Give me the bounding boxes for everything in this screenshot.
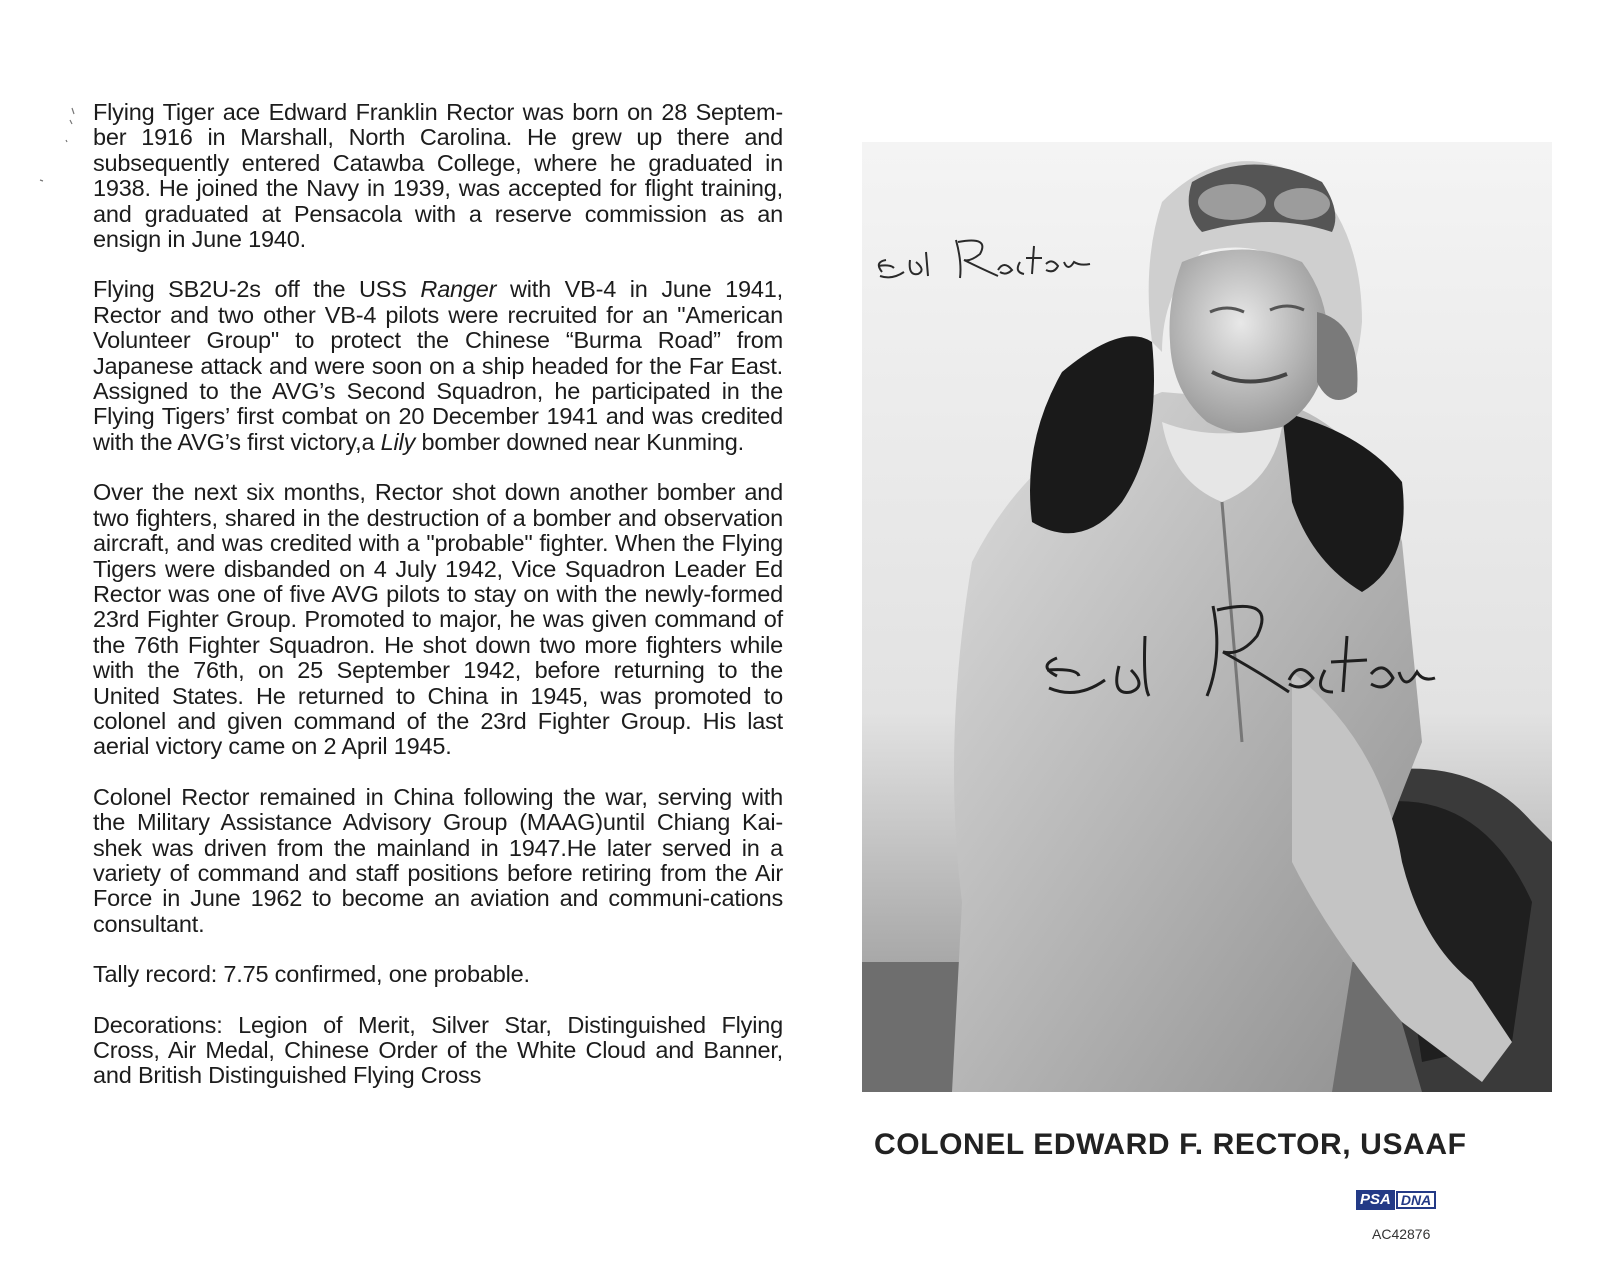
biography-text bbox=[93, 100, 783, 1114]
ship-name: Ranger bbox=[420, 276, 497, 303]
psa-logo-text: PSA bbox=[1356, 1190, 1395, 1210]
bio-paragraph-4: Colonel Rector remained in China following the war, serving with the Military Assistance Advisory Group (MAAG)until Chiang Kai-shek was driven from the mainland in 1947.He later served in a variety of command and staff positions before retiring from the Air Force in June 1962 to become an aviation and communi-cations consultant. bbox=[93, 783, 783, 937]
bio-paragraph-3: Over the next six months, Rector shot down another bomber and two fighters, shared in the destruction of a bomber and observation aircraft, and was credited with a "probable" fighter. When the Flying Tigers were disbanded on 4 July 1942, Vice Squadron Leader Ed Rector was one of five AVG pilots to stay on with the newly-formed 23rd Fighter Group. Promoted to major, he was given command of the 76th Fighter Squadron. He shot down two more fighters while with the 76th, on 25 September 1942, before returning to the United States. He returned to China in 1945, was promoted to colonel and given command of the 23rd Fighter Group. His last aerial victory came on 2 April 1945. bbox=[93, 479, 783, 760]
plane-name: Lily bbox=[380, 428, 416, 455]
dna-logo-text: DNA bbox=[1396, 1191, 1436, 1209]
paper-specks bbox=[0, 0, 100, 220]
signature-top bbox=[870, 232, 1100, 292]
certification-number: AC42876 bbox=[1372, 1226, 1431, 1242]
tally-record: Tally record: 7.75 confirmed, one probable. bbox=[93, 961, 530, 988]
signature-main bbox=[1027, 596, 1437, 726]
decorations: Decorations: Legion of Merit, Silver Star, Distinguished Flying Cross, Air Medal, Chinese Order of the White Cloud and Banner, and British Distinguished Flying Cross bbox=[93, 1011, 783, 1089]
bio-paragraph-1: Flying Tiger ace Edward Franklin Rector was born on 28 Septem-ber 1916 in Marshall, North Carolina. He grew up there and subsequently entered Catawba College, where he graduated in 1938. He joined the Navy in 1939, was accepted for flight training, and graduated at Pensacola with a reserve commission as an ensign in June 1940. bbox=[93, 99, 783, 253]
photo-caption: COLONEL EDWARD F. RECTOR, USAAF bbox=[874, 1128, 1467, 1161]
psa-dna-logo bbox=[1356, 1190, 1436, 1210]
bio-paragraph-2: Flying SB2U-2s off the USS Ranger with VB-4 in June 1941, Rector and two other VB-4 pilots were recruited for an "American Volunteer Group" to protect the Chinese “Burma Road” from Japanese attack and were soon on a ship headed for the Far East. Assigned to the AVG’s Second Squadron, he participated in the Flying Tigers’ first combat on 20 December 1941 and was credited with the AVG’s first victory,a Lily bomber downed near Kunming. bbox=[93, 276, 783, 455]
